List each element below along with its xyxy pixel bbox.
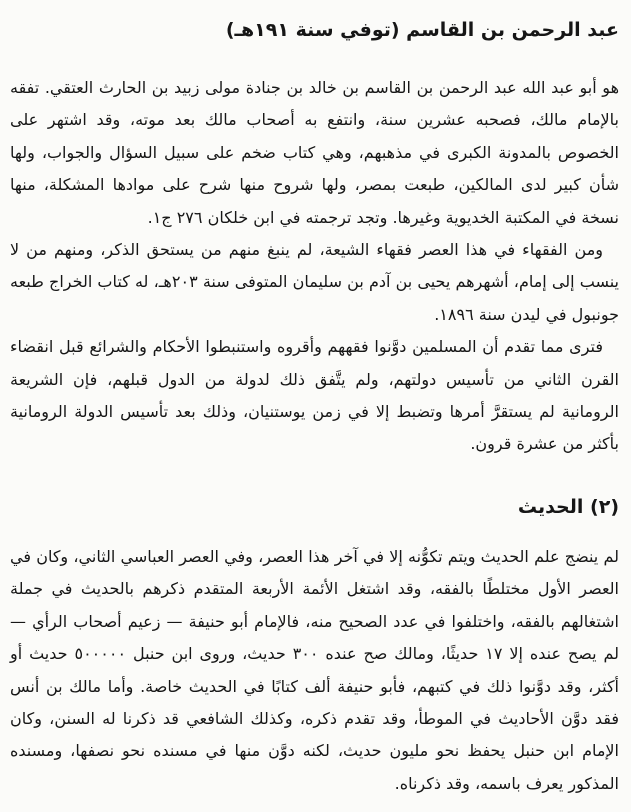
section-title-abd-al-rahman: عبد الرحمن بن القاسم (توفي سنة ١٩١هـ) bbox=[225, 19, 619, 41]
paragraph-biography: هو أبو عبد الله عبد الرحمن بن القاسم بن خالد بن جنادة مولى زبيد بن الحارث العتقي. تفقه بالإمام مالك، فصحبه عشرين سنة، وانتفع به أصحاب مالك بعد موته، وقد اشتهر على الخصوص بالمدونة الكبرى في مذهبهم، وهي كتاب ضخم على سبيل السؤال والجواب، ولها شأن كبير لدى المالكين، طبعت بمصر، ولها شروح منها شرح على موادها المشكلة، منها نسخة في المكتبة الخديوية وغيرها. وتجد ترجمته في ابن خلكان ٢٧٦ ج١. bbox=[10, 78, 619, 227]
section-spacer bbox=[10, 461, 619, 491]
paragraph-hadith: لم ينضج علم الحديث ويتم تكوُّنه إلا في آخر هذا العصر، وفي العصر العباسي الثاني، وكان في العصر الأول مختلطًا بالفقه، وقد اشتغل الأئمة الأربعة المتقدم ذكرهم بالحديث في جملة اشتغالهم بالفقه، واختلفوا في عدد الصحيح منه، فالإمام أبو حنيفة — زعيم أصحاب الرأي — لم يصح عنده إلا ١٧ حديثًا، ومالك صح عنده ٣٠٠ حديث، وروى ابن حنبل ٥٠٠٠٠٠ حديث أو أكثر، وقد دوَّنوا ذلك في كتبهم، فأبو حنيفة ألف كتابًا في الحديث خاصة. وأما مالك بن أنس فقد دوَّن الأحاديث في الموطأ، وقد تقدم ذكره، وكذلك الشافعي قد ذكرنا له السنن، وكان الإمام ابن حنبل يحفظ نحو مليون حديث، لكنه دوَّن منها في مسنده نحو نصفها، ومسنده المذكور يعرف باسمه، وقد ذكرناه. bbox=[10, 546, 620, 793]
paragraph-conclusion: فترى مما تقدم أن المسلمين دوَّنوا فقههم وأقروه واستنبطوا الأحكام والشرائع قبل انقضاء القرن الثاني من تأسيس دولتهم، ولم يتَّفق ذلك لدولة من الدول قبلهم، فإن الشريعة الرومانية لم يستقرَّ أمرها وتضبط إلا في زمن يوستنيان، وذلك بعد تأسيس الدولة الرومانية بأكثر من عشرة قرون. bbox=[10, 337, 619, 454]
paragraph-shia-jurists: ومن الفقهاء في هذا العصر فقهاء الشيعة، لم ينبغ منهم من يستحق الذكر، ومنهم من لا ينسب إلى إمام، أشهرهم يحيى بن آدم بن سليمان المتوفى سنة ٢٠٣هـ، له كتاب الخراج طبعه جونبول في ليدن سنة ١٨٩٦. bbox=[10, 240, 619, 324]
section-title-hadith: (٢) الحديث bbox=[517, 495, 619, 518]
